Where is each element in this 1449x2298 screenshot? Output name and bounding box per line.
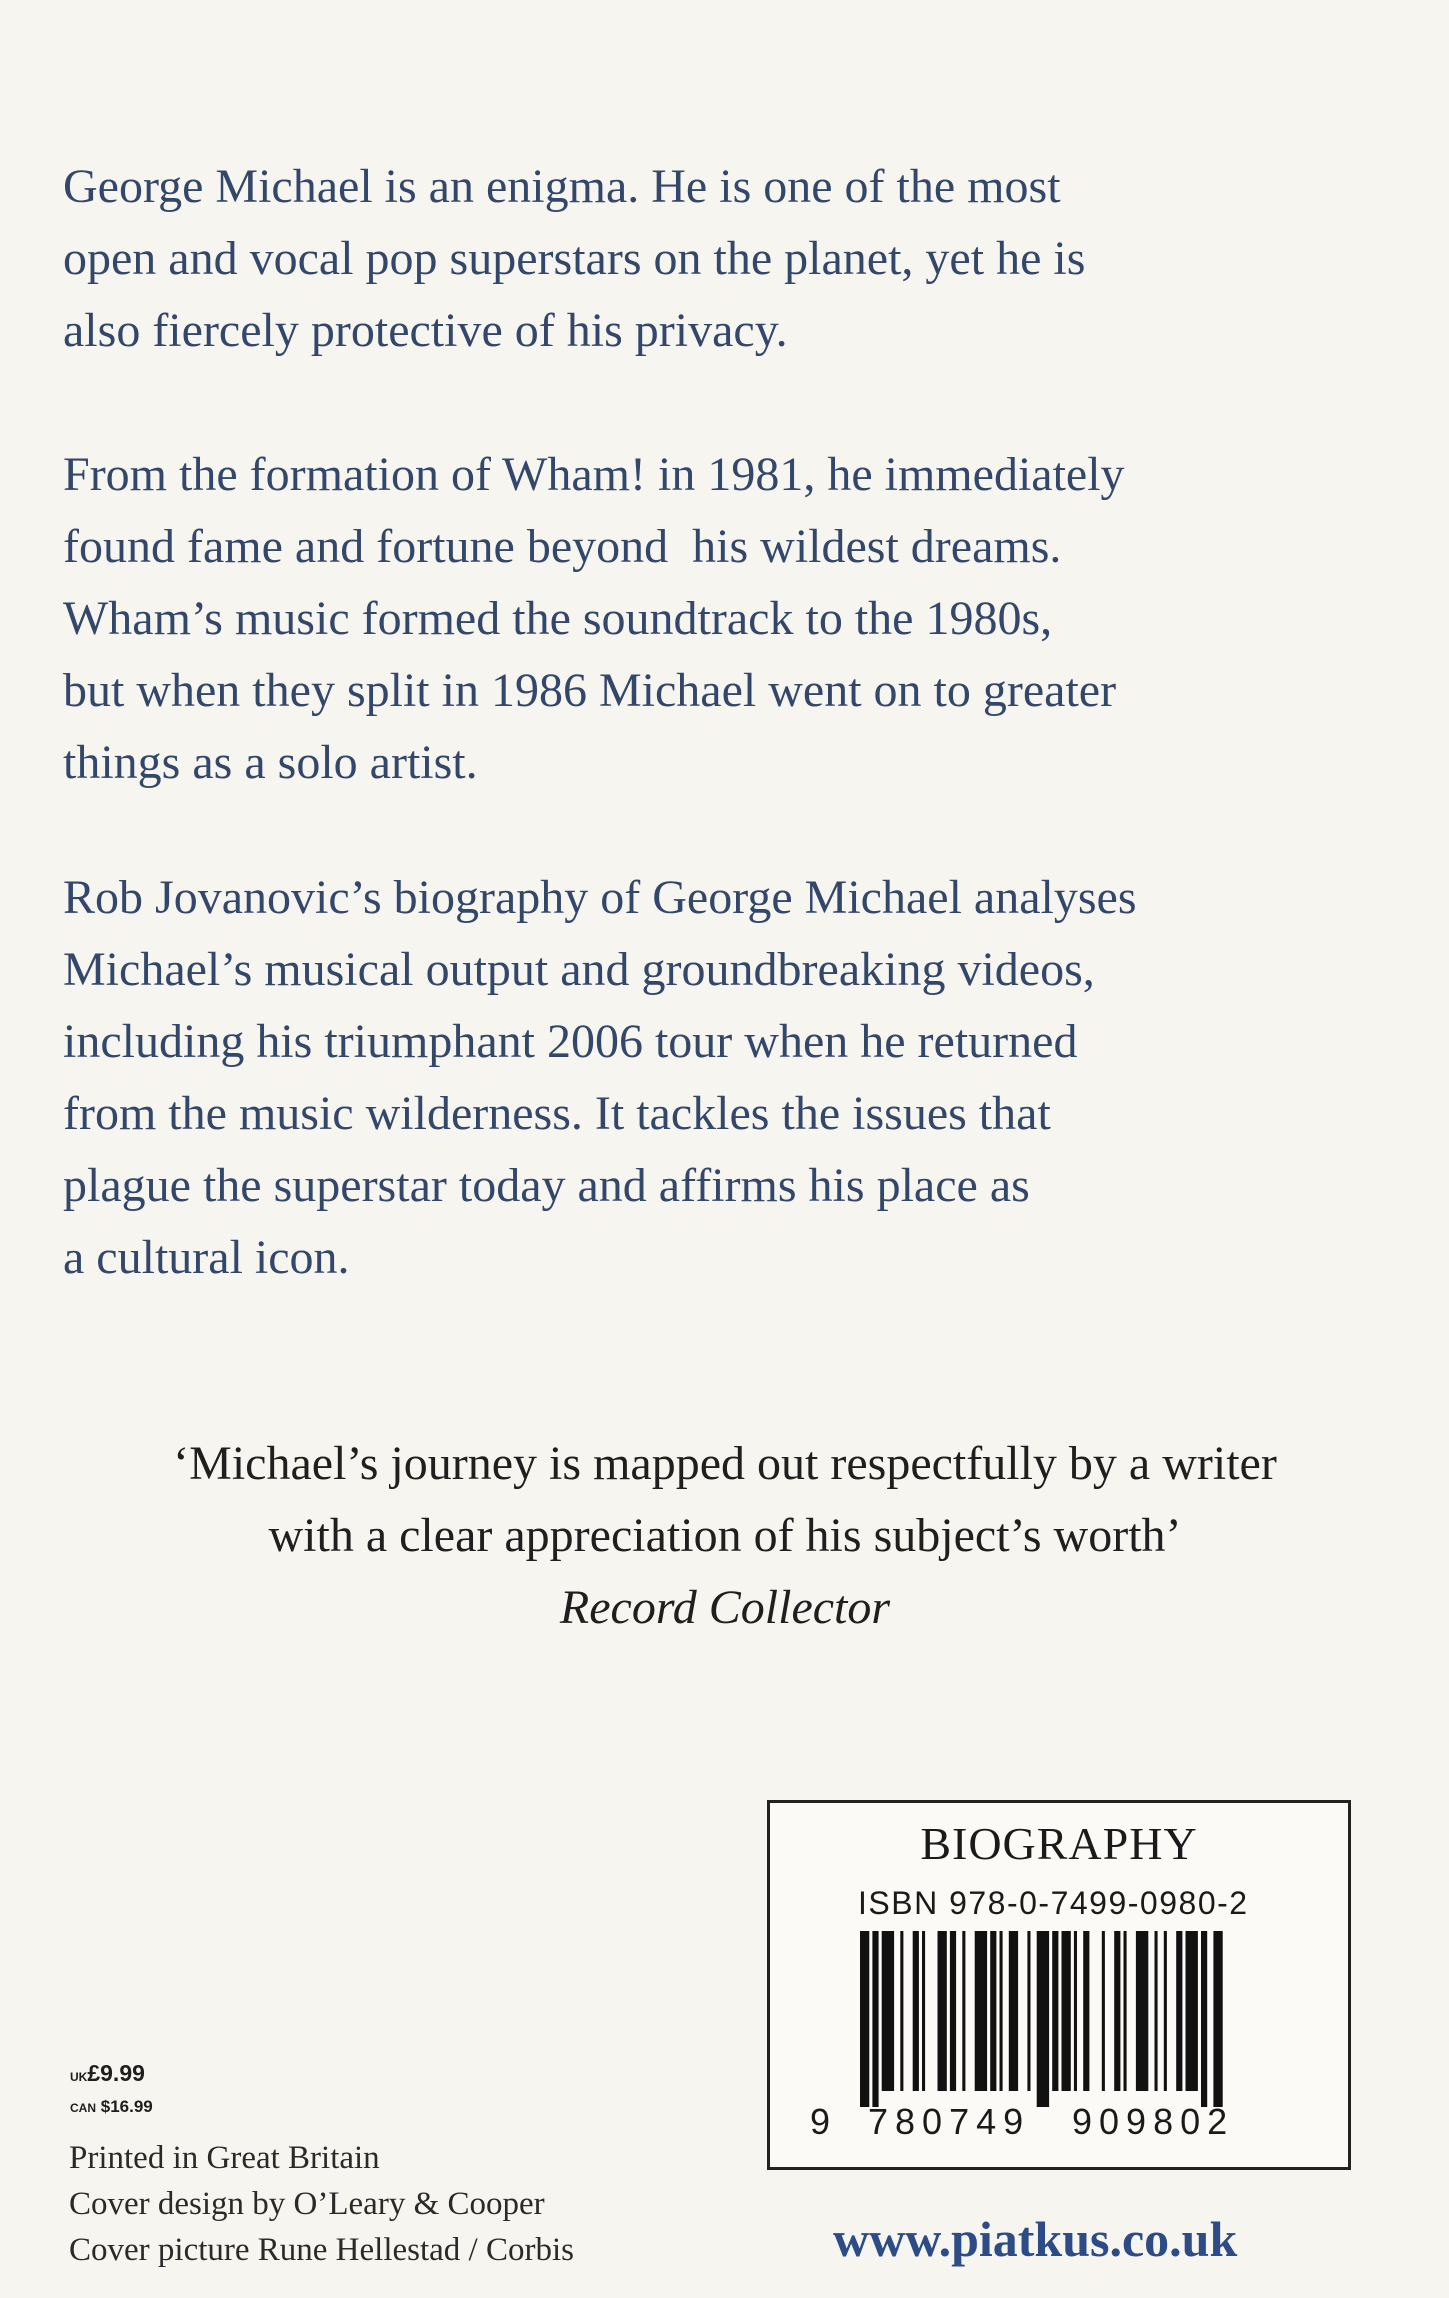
blurb-paragraph-3 <box>63 862 1403 1294</box>
barcode-digit-group: 9 <box>810 2101 838 2142</box>
barcode-stripe <box>950 1931 956 2091</box>
blurb-line: George Michael is an enigma. He is one of the most <box>63 160 1061 213</box>
blurb-line: but when they split in 1986 Michael went on to greater <box>63 664 1117 717</box>
barcode-bars <box>860 1931 1270 2107</box>
blurb-line: from the music wilderness. It tackles the issues that <box>63 1087 1051 1140</box>
barcode-stripe <box>1213 1931 1222 2107</box>
barcode-stripe <box>1074 1931 1077 2091</box>
blurb-line: plague the superstar today and affirms his place as <box>63 1159 1030 1212</box>
publisher-website[interactable]: www.piatkus.co.uk <box>833 2211 1238 2267</box>
barcode-stripe <box>1052 1931 1058 2091</box>
uk-price-label: UK <box>70 2070 88 2084</box>
blurb-line: Michael’s musical output and groundbreaking videos, <box>63 943 1095 996</box>
barcode-stripe <box>900 1931 903 2091</box>
blurb-line: From the formation of Wham! in 1981, he immediately <box>63 448 1125 501</box>
barcode-stripe <box>1186 1931 1198 2091</box>
blurb-line: Rob Jovanovic’s biography of George Michael analyses <box>63 871 1137 924</box>
credit-line: Cover design by O’Leary & Cooper <box>69 2186 545 2222</box>
barcode-stripe <box>1027 1931 1030 2091</box>
barcode-stripe <box>860 1931 869 2107</box>
can-price <box>70 2092 153 2123</box>
uk-price-value: £9.99 <box>87 2060 145 2086</box>
barcode-stripe <box>913 1931 919 2091</box>
blurb-line: including his triumphant 2006 tour when he returned <box>63 1015 1078 1068</box>
blurb-paragraph-2 <box>63 439 1403 799</box>
quote-line: with a clear appreciation of his subject’s worth’ <box>268 1509 1182 1562</box>
category-label: BIOGRAPHY <box>920 1818 1198 1869</box>
quote-source: Record Collector <box>559 1581 891 1634</box>
barcode-stripe <box>882 1931 894 2091</box>
credit-line: Cover picture Rune Hellestad / Corbis <box>69 2232 574 2268</box>
blurb-line: found fame and fortune beyond his wildest dreams. <box>63 520 1062 573</box>
barcode-stripe <box>872 1931 878 2107</box>
barcode-stripe <box>1000 1931 1003 2091</box>
barcode-stripe <box>1114 1931 1120 2091</box>
blurb-line: things as a solo artist. <box>63 736 478 789</box>
quote-line: ‘Michael’s journey is mapped out respectfully by a writer <box>173 1437 1277 1490</box>
barcode-stripe <box>1155 1931 1158 2091</box>
blurb-line: open and vocal pop superstars on the planet, yet he is <box>63 232 1086 285</box>
barcode-stripe <box>1037 1931 1049 2107</box>
barcode-stripe <box>1164 1931 1167 2091</box>
barcode-stripe <box>1124 1931 1127 2091</box>
barcode-stripe <box>1102 1931 1105 2091</box>
credits-block <box>69 2135 574 2273</box>
review-quote <box>130 1428 1320 1644</box>
can-price-value: $16.99 <box>100 2097 153 2116</box>
blurb-paragraph-1 <box>63 151 1403 367</box>
price-block <box>70 2058 153 2123</box>
barcode-stripe <box>1083 1931 1089 2091</box>
can-price-label: CAN <box>70 2101 96 2115</box>
barcode-digit-group: 909802 <box>1072 2101 1235 2142</box>
barcode-stripe <box>938 1931 947 2091</box>
credit-line: Printed in Great Britain <box>69 2140 380 2176</box>
barcode-stripe <box>1201 1931 1207 2107</box>
barcode-stripe <box>1009 1931 1018 2091</box>
barcode-panel <box>767 1800 1351 2170</box>
blurb-line: also fiercely protective of his privacy. <box>63 304 788 357</box>
blurb-line: a cultural icon. <box>63 1231 350 1284</box>
barcode-stripe <box>962 1931 965 2091</box>
uk-price <box>70 2060 145 2086</box>
barcode-stripe <box>990 1931 996 2091</box>
isbn-text: ISBN 978-0-7499-0980-2 <box>858 1885 1249 1921</box>
barcode-stripe <box>1176 1931 1182 2091</box>
barcode-stripe <box>1136 1931 1148 2091</box>
barcode-digit-group: 780749 <box>868 2101 1031 2142</box>
blurb-line: Wham’s music formed the soundtrack to the 1980s, <box>63 592 1053 645</box>
barcode-stripe <box>922 1931 925 2091</box>
barcode-stripe <box>975 1931 987 2091</box>
barcode-stripe <box>1062 1931 1071 2091</box>
